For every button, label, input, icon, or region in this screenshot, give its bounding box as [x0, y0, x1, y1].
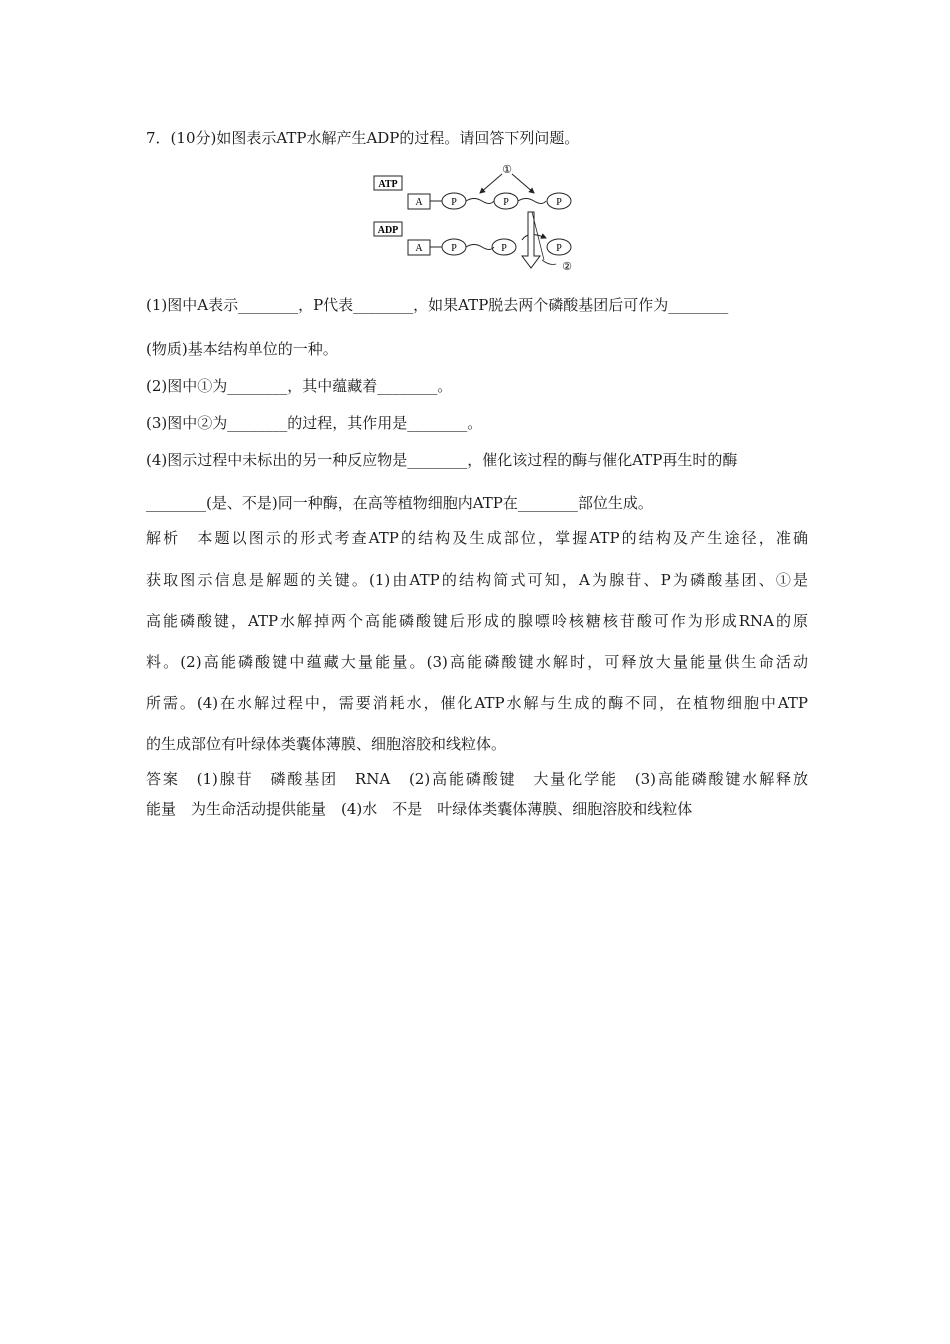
analysis-line-2: 获取图示信息是解题的关键。(1)由ATP的结构简式可知，A为腺苷、P为磷酸基团、①是 — [146, 571, 808, 589]
marker-2: ② — [562, 261, 572, 272]
high-energy-bond-2 — [518, 199, 546, 204]
energy-release-arrow — [522, 212, 540, 268]
question-line-1: (1)图中A表示________，P代表________，如果ATP脱去两个磷酸基团后可作为________ — [146, 296, 729, 314]
phosphate-label: P — [451, 197, 457, 208]
question-line-2: (物质)基本结构单位的一种。 — [146, 340, 338, 358]
adenosine-label-atp: A — [415, 197, 423, 208]
high-energy-bond-1 — [466, 199, 494, 204]
question-line-6: ________(是、不是)同一种酶，在高等植物细胞内ATP在________部位生成。 — [146, 494, 653, 512]
analysis-line-6: 的生成部位有叶绿体类囊体薄膜、细胞溶胶和线粒体。 — [146, 735, 507, 753]
arrow-to-bond-2 — [512, 174, 534, 193]
analysis-line-1: 解析 本题以图示的形式考查ATP的结构及生成部位，掌握ATP的结构及产生途径，准确 — [146, 529, 808, 547]
answer-line-2: 能量 为生命活动提供能量 (4)水 不是 叶绿体类囊体薄膜、细胞溶胶和线粒体 — [146, 800, 693, 818]
question-line-5: (4)图示过程中未标出的另一种反应物是________，催化该过程的酶与催化ATP再生时的酶 — [146, 451, 738, 469]
adp-label: ADP — [377, 225, 399, 236]
analysis-line-3: 高能磷酸键，ATP水解掉两个高能磷酸键后形成的腺嘌呤核糖核苷酸可作为形成RNA的原 — [146, 612, 808, 630]
marker-1: ① — [502, 164, 512, 176]
phosphate-label: P — [501, 243, 507, 254]
phosphate-label: P — [556, 197, 562, 208]
atp-label: ATP — [378, 179, 398, 190]
adenosine-label-adp: A — [415, 243, 423, 254]
analysis-line-4: 料。(2)高能磷酸键中蕴藏大量能量。(3)高能磷酸键水解时，可释放大量能量供生命活动 — [146, 653, 808, 671]
arrow-to-bond-1 — [480, 174, 502, 193]
high-energy-bond-adp — [466, 245, 494, 250]
question-title: 7．(10分)如图表示ATP水解产生ADP的过程。请回答下列问题。 — [146, 129, 580, 147]
atp-hydrolysis-diagram — [372, 160, 582, 272]
phosphate-label: P — [556, 243, 562, 254]
question-line-4: (3)图中②为________的过程，其作用是________。 — [146, 414, 483, 432]
answer-line-1: 答案 (1)腺苷 磷酸基团 RNA (2)高能磷酸键 大量化学能 (3)高能磷酸键水解释放 — [146, 770, 808, 788]
analysis-line-5: 所需。(4)在水解过程中，需要消耗水，催化ATP水解与生成的酶不同，在植物细胞中ATP — [146, 694, 808, 712]
question-line-3: (2)图中①为________，其中蕴藏着________。 — [146, 377, 453, 395]
phosphate-label: P — [451, 243, 457, 254]
phosphate-label: P — [503, 197, 509, 208]
